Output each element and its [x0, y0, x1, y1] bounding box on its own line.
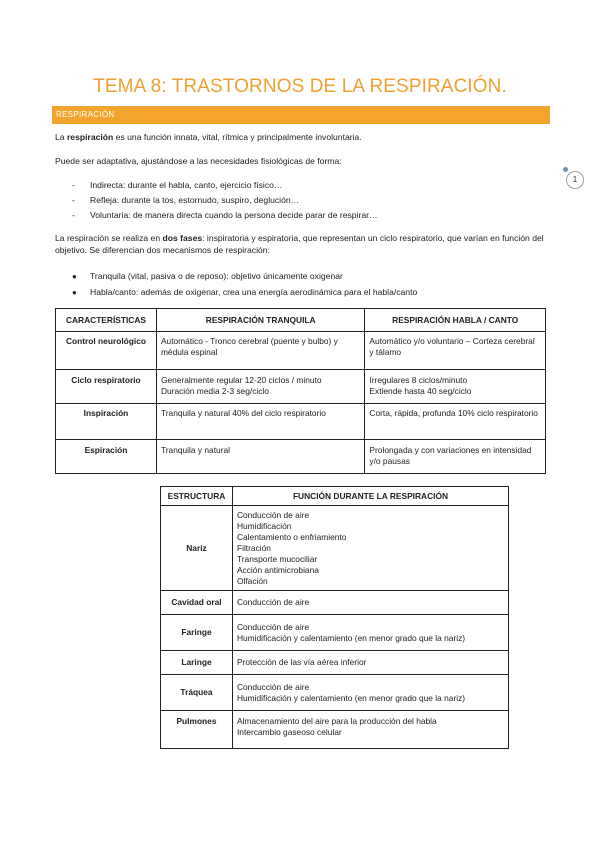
- adaptive-paragraph: Puede ser adaptativa, ajustándose a las necesidades fisiológicas de forma:: [55, 156, 342, 166]
- table-cell: Conducción de aire Humidificación y calentamiento (en menor grado que la nariz): [232, 615, 508, 651]
- list-item: ● Habla/canto: además de oxigenar, crea una energía aerodinámica para el habla/canto: [72, 287, 418, 297]
- row-label: Cavidad oral: [161, 591, 233, 615]
- table-cell: Prolongada y con variaciones en intensidad y/o pausas: [365, 440, 546, 474]
- table-row: [56, 332, 546, 370]
- row-label: Ciclo respiratorio: [56, 370, 157, 404]
- table-cell: Conducción de aire Humidificación y calentamiento (en menor grado que la nariz): [232, 675, 508, 711]
- list-item: - Voluntaria: de manera directa cuando la persona decide parar de respirar…: [72, 210, 378, 220]
- row-label: Nariz: [161, 506, 233, 591]
- table-header: ESTRUCTURA: [161, 487, 233, 506]
- section-header-respiracion: RESPIRACIÓN: [52, 106, 550, 124]
- table-header: CARACTERÍSTICAS: [56, 309, 157, 332]
- table-cell: Automático y/o voluntario – Corteza cerebral y tálamo: [365, 332, 546, 370]
- bullet-icon: ●: [72, 272, 77, 281]
- table-cell: Generalmente regular 12-20 ciclos / minuto Duración media 2-3 seg/ciclo: [156, 370, 364, 404]
- table-header: FUNCIÓN DURANTE LA RESPIRACIÓN: [232, 487, 508, 506]
- row-label: Faringe: [161, 615, 233, 651]
- intro-paragraph: La respiración es una función innata, vital, rítmica y principalmente involuntaria.: [55, 132, 362, 142]
- table-cell: Automático - Tronco cerebral (puente y bulbo) y médula espinal: [156, 332, 364, 370]
- table-header: RESPIRACIÓN TRANQUILA: [156, 309, 364, 332]
- table-row: [161, 506, 509, 591]
- bullet-icon: ●: [72, 288, 77, 297]
- table-cell: Tranquila y natural: [156, 440, 364, 474]
- row-label: Control neurológico: [56, 332, 157, 370]
- table-cell: Conducción de aire Humidificación Calentamiento o enfriamiento Filtración Transporte mucociliar Acción antimicrobiana Olfación: [232, 506, 508, 591]
- table-row: [56, 370, 546, 404]
- table-header-row: [56, 309, 546, 332]
- row-label: Inspiración: [56, 404, 157, 440]
- table-row: [56, 440, 546, 474]
- table-row: [161, 615, 509, 651]
- table-row: [161, 651, 509, 675]
- list-item: - Indirecta: durante el habla, canto, ejercicio físico…: [72, 180, 283, 190]
- list-item: ● Tranquila (vital, pasiva o de reposo): objetivo únicamente oxigenar: [72, 271, 343, 281]
- table-cell: Irregulares 8 ciclos/minuto Extiende hasta 40 seg/ciclo: [365, 370, 546, 404]
- row-label: Tráquea: [161, 675, 233, 711]
- comparison-table: [55, 308, 546, 474]
- table-cell: Conducción de aire: [232, 591, 508, 615]
- row-label: Espiración: [56, 440, 157, 474]
- row-label: Pulmones: [161, 711, 233, 749]
- table-cell: Tranquila y natural 40% del ciclo respiratorio: [156, 404, 364, 440]
- table-header-row: [161, 487, 509, 506]
- comment-badge[interactable]: 1: [566, 171, 584, 189]
- table-row: [161, 711, 509, 749]
- phases-paragraph: La respiración se realiza en dos fases: inspiratoria y espiratoria, que representan un ciclo respiratorio, que varían en función del objetivo. Se diferencian dos mecanismos de respiración:: [55, 233, 544, 255]
- table-cell: Protección de las vía aérea inferior: [232, 651, 508, 675]
- list-item: - Refleja: durante la tos, estornudo, suspiro, deglución…: [72, 195, 300, 205]
- table-cell: Almacenamiento del aire para la producción del habla Intercambio gaseoso celular: [232, 711, 508, 749]
- table-row: [56, 404, 546, 440]
- row-label: Laringe: [161, 651, 233, 675]
- page-title: TEMA 8: TRASTORNOS DE LA RESPIRACIÓN.: [93, 76, 507, 97]
- table-row: [161, 591, 509, 615]
- table-header: RESPIRACIÓN HABLA / CANTO: [365, 309, 546, 332]
- table-cell: Corta, rápida, profunda 10% ciclo respiratorio: [365, 404, 546, 440]
- table-row: [161, 675, 509, 711]
- comment-marker-icon[interactable]: [563, 167, 568, 172]
- structure-function-table: [160, 486, 509, 749]
